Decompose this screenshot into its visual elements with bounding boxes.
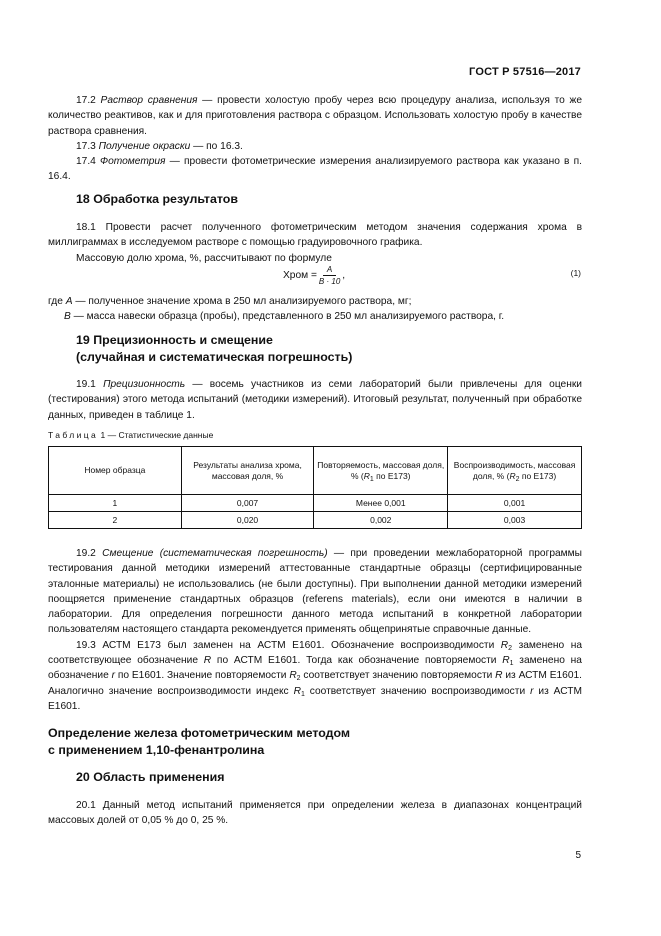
section-19-heading: 19 Прецизионность и смещение (случайная и систематическая погрешность) [76, 333, 353, 364]
table-cell: 0,020 [181, 512, 314, 529]
paragraph-19-1: 19.1 Прецизионность — восемь участников из семи лабораторий были привлечены для оценки (тестирования) этого метода испытаний (методики измерений). Итоговый результат, полученный при обработке данных, приведен в таблице 1. [48, 379, 582, 421]
section-17-text [48, 93, 582, 185]
statistics-table [48, 446, 582, 529]
header-sample-number: Номер образца [49, 447, 182, 495]
equation-number: (1) [570, 268, 581, 278]
table-cell: 1 [49, 495, 182, 512]
legend-b: B — масса навески образца (пробы), представленного в 250 мл анализируемого раствора, г. [64, 311, 505, 323]
table-caption: Таблица 1 — Статистические данные [48, 430, 214, 440]
header-reproducibility: Воспроизводимость, массовая доля, % ($R_2$ по E173) [448, 447, 582, 495]
formula-legend [48, 294, 582, 325]
formula-chrome: Хром = $\frac{A}{B \cdot 10}$ , [283, 265, 346, 286]
iron-method-heading: Определение железа фотометрическим методом с применением 1,10-фенантролина [48, 726, 351, 757]
table-cell: 2 [49, 512, 182, 529]
header-repeatability: Повторяемость, массовая доля, % ($R_1$ по E173) [314, 447, 448, 495]
paragraph-18-1: 18.1 Провести расчет полученного фотометрическим методом значения содержания хрома в миллиграммах в исследуемом растворе с помощью градуировочного графика. [48, 222, 582, 249]
document-header-id: ГОСТ Р 57516—2017 [469, 66, 581, 78]
paragraph-17-4: 17.4 Фотометрия — провести фотометрические измерения анализируемого раствора как указано в п. 16.4. [48, 156, 582, 183]
section-19-2-3-text [48, 546, 582, 714]
table-cell: 0,002 [314, 512, 448, 529]
section-18-heading: 18 Обработка результатов [76, 192, 238, 206]
section-20-heading: 20 Область применения [76, 770, 225, 784]
paragraph-19-3: 19.3 АСТМ E173 был заменен на АСТМ E1601. Обозначение воспроизводимости $R_2$ заменено на соответствующее обозначение R по АСТМ E1601. Тогда как обозначение повторяемости $R_1$ заменено на обозначение r по E1601. Значение повторяемости $R_2$ соответствует значению повторяемости R из АСТМ E1601. Аналогично значение воспроизводимости индекс $R_1$ соответствует значению воспроизводимости r из АСТМ E1601. [48, 639, 582, 712]
section-18-text [48, 220, 582, 266]
table-cell: 0,001 [448, 495, 582, 512]
page-number: 5 [575, 850, 581, 861]
table-row [49, 512, 582, 529]
section-19-1-text [48, 377, 582, 423]
table-cell: Менее 0,001 [314, 495, 448, 512]
table-cell: 0,003 [448, 512, 582, 529]
section-20-text [48, 798, 582, 829]
table-header-row [49, 447, 582, 495]
header-chrome-result: Результаты анализа хрома, массовая доля, % [181, 447, 314, 495]
paragraph-17-2: 17.2 Раствор сравнения — провести холостую пробу через всю процедуру анализа, используя то же количество реактивов, как и для приготовления раствора с образцом. Использовать холостую пробу в качестве раствора сравнения. [48, 95, 582, 137]
legend-a: где A — полученное значение хрома в 250 мл анализируемого раствора, мг; [48, 296, 412, 307]
formula-fraction: $\frac{A}{B \cdot 10}$ [318, 265, 341, 286]
table-row [49, 495, 582, 512]
paragraph-19-2: 19.2 Смещение (систематическая погрешность) — при проведении межлабораторной программы тестирования данной методики измерений аттестованные стандартные образцы (сертифицированные эталонные материалы) не использовались (не были доступны). При выполнении данной методики измерений поощряется применение стандартных образцов (referens materials), если они имеются в наличии в лаборатории. Для определения погрешности данного метода испытаний в конкретной лаборатории пользователям настоящего стандарта рекомендуется применять общепринятые справочные данные. [48, 548, 582, 636]
paragraph-20-1: 20.1 Данный метод испытаний применяется при определении железа в диапазонах концентраций массовых долей от 0,05 % до 0, 25 %. [48, 800, 582, 827]
table-cell: 0,007 [181, 495, 314, 512]
paragraph-18-formula-intro: Массовую долю хрома, %, рассчитывают по формуле [76, 252, 332, 264]
paragraph-17-3: 17.3 Получение окраски — по 16.3. [76, 140, 243, 152]
